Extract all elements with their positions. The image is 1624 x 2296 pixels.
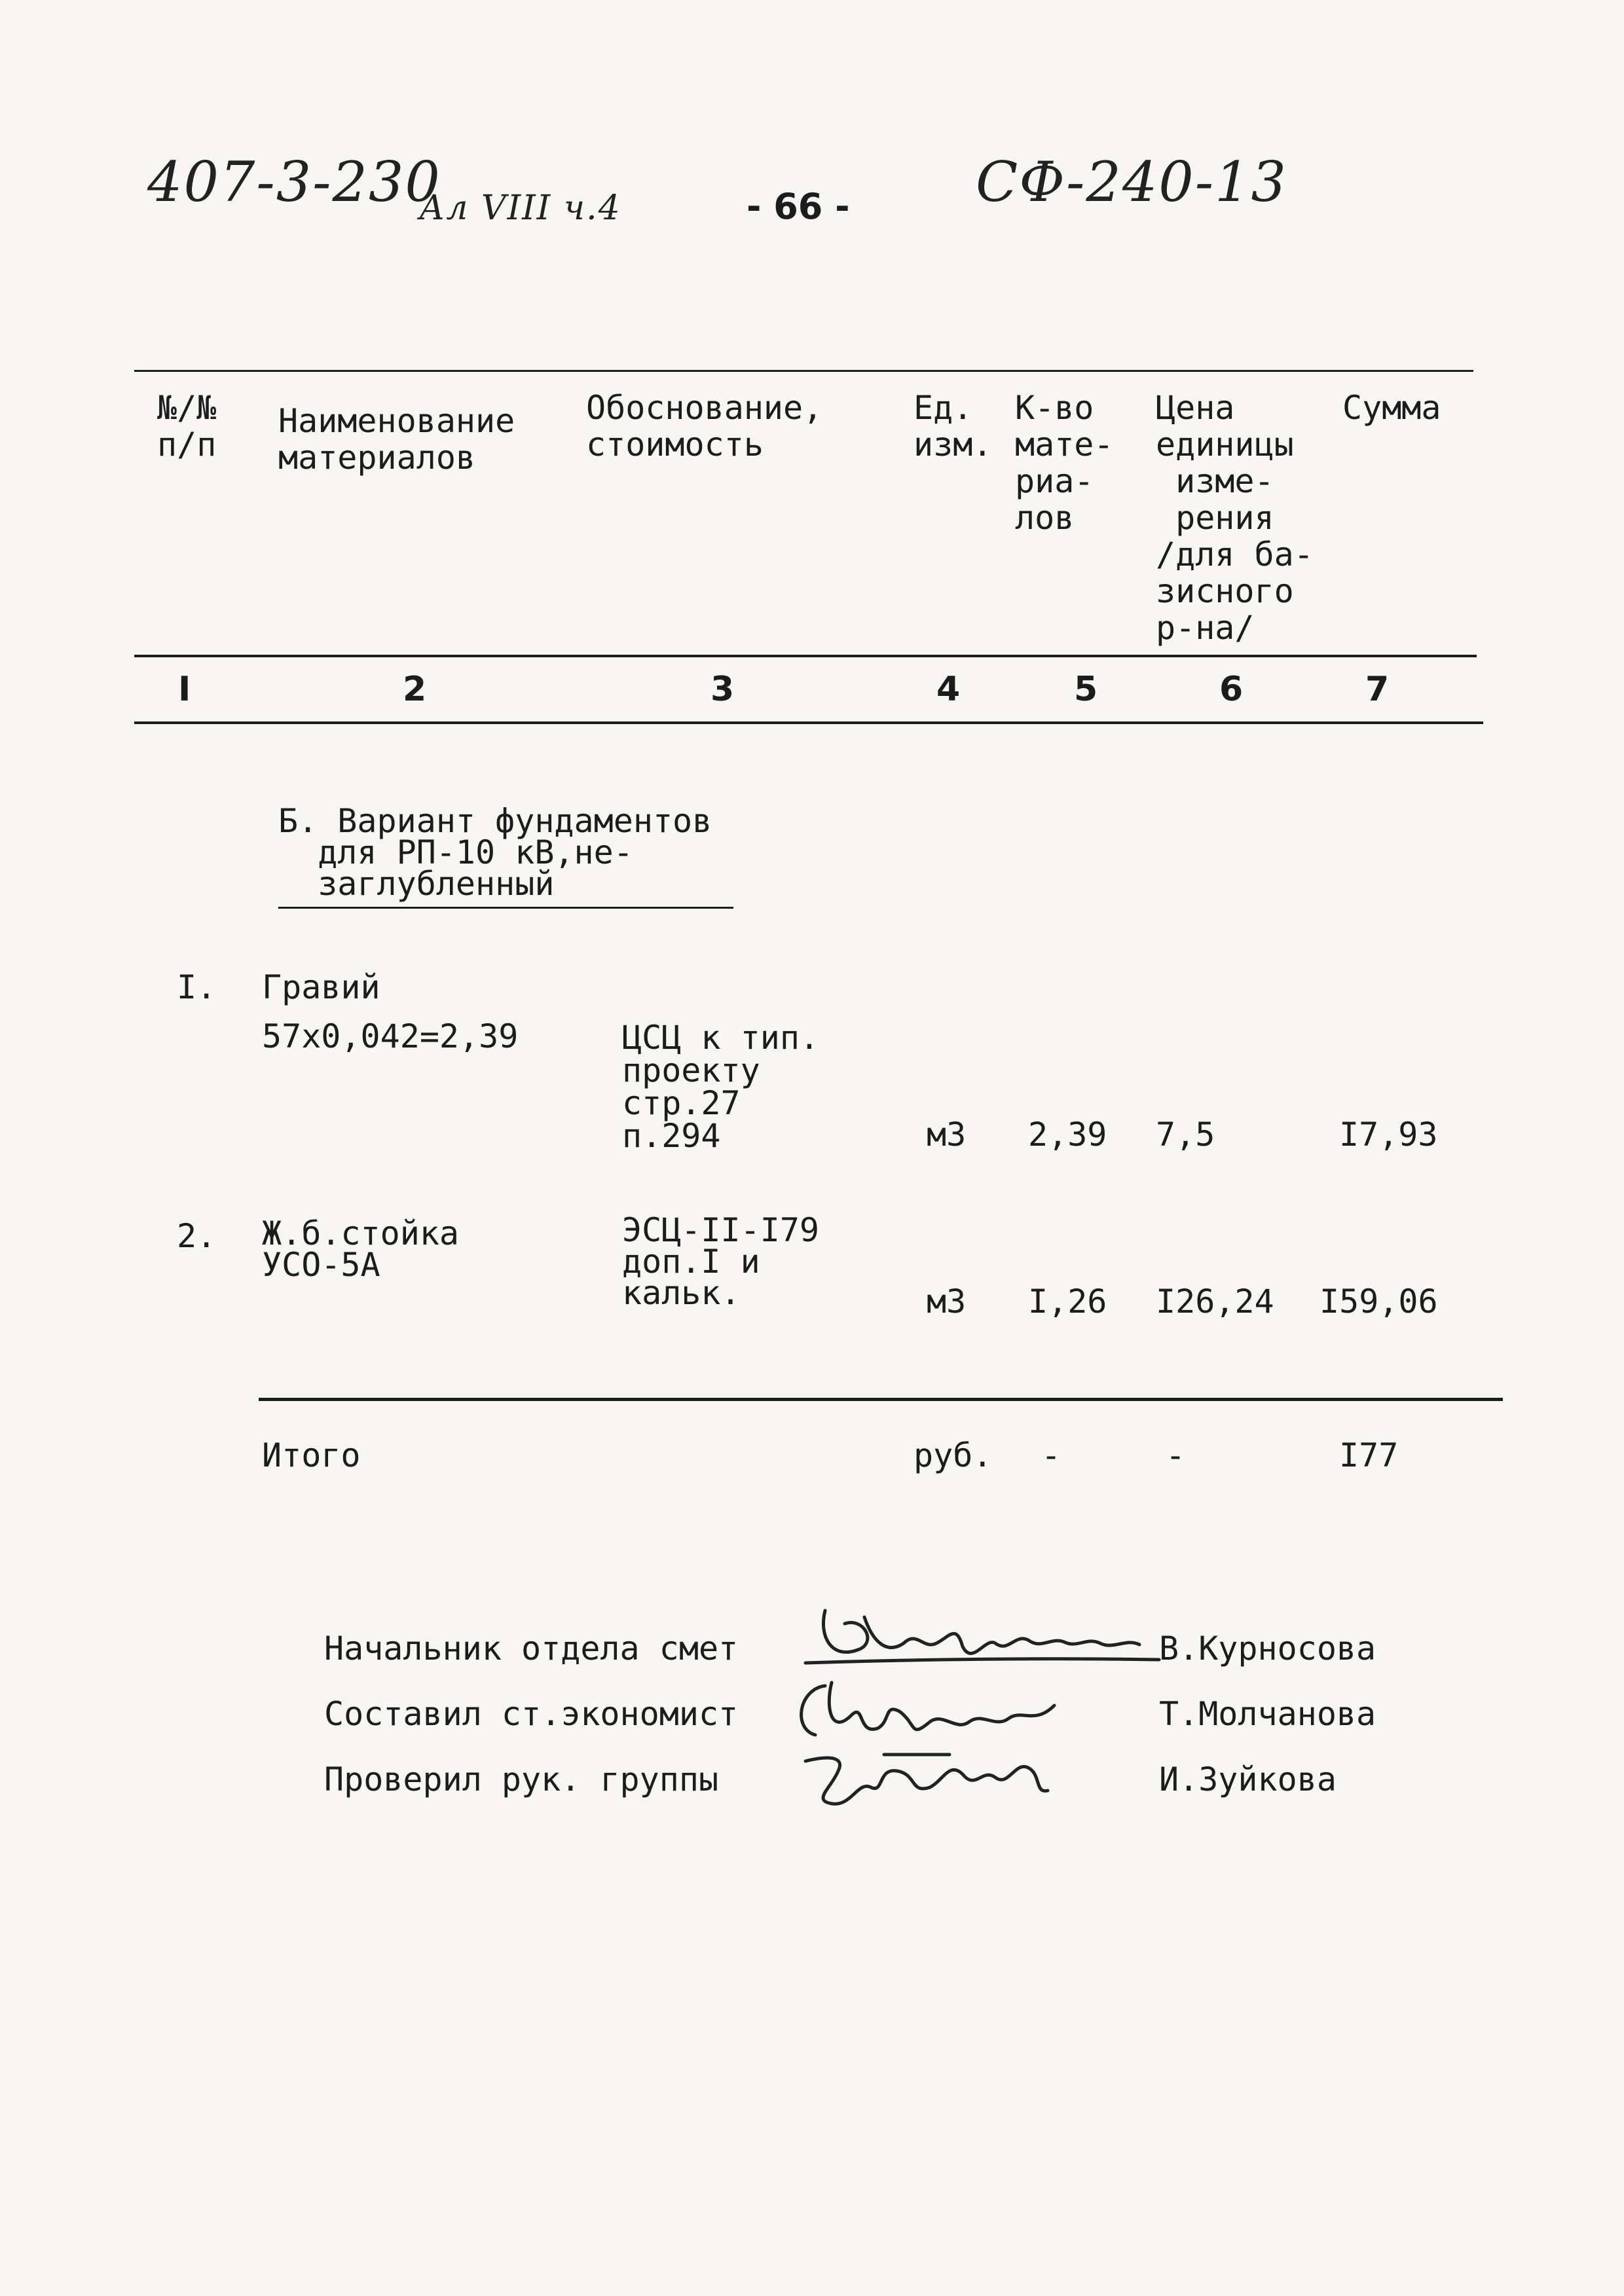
col-header-3: Обоснование, стоимость [586, 389, 823, 464]
signature-name-2: Т.Молчанова [1159, 1695, 1376, 1733]
col-number-4: 4 [936, 670, 961, 709]
row-1-qty: 2,39 [1028, 1116, 1107, 1154]
col-number-3: 3 [710, 670, 735, 709]
row-1-num: I. [177, 968, 217, 1006]
page-number: - 66 - [747, 186, 850, 227]
col-header-6: Цена единицы изме- рения /для ба- зисного р-на/ [1156, 389, 1314, 647]
header-bottom-rule [134, 655, 1477, 657]
total-top-rule [259, 1398, 1503, 1401]
row-1-name: Гравий [262, 968, 380, 1006]
row-2-unit: м3 [927, 1283, 967, 1321]
colnum-bottom-rule [134, 721, 1483, 724]
col-header-2: Наименование материалов [278, 402, 515, 477]
row-1-price: 7,5 [1156, 1116, 1215, 1154]
album-note: Ал VIII ч.4 [419, 189, 621, 228]
row-1-calc: 57х0,042=2,39 [262, 1017, 519, 1055]
col-header-7: Сумма [1342, 389, 1441, 427]
col-number-2: 2 [403, 670, 427, 709]
col-number-1: I [178, 670, 191, 709]
col-header-4: Ед. изм. [913, 389, 993, 464]
row-2-name: Ж.б.стойка УСО-5А [262, 1214, 460, 1284]
signature-name-1: В.Курносова [1159, 1630, 1376, 1667]
signature-role-2: Составил ст.экономист [324, 1695, 739, 1733]
section-title: Б. Вариант фундаментов для РП-10 кВ,не- заглубленный [278, 802, 712, 903]
row-2-basis: ЭСЦ-II-I79 доп.I и кальк. [622, 1211, 820, 1312]
row-2-price: I26,24 [1156, 1283, 1274, 1321]
doc-code: 407-3-230 [147, 150, 441, 214]
table-top-rule [134, 370, 1473, 372]
total-unit: руб. [913, 1436, 993, 1474]
signature-role-3: Проверил рук. группы [324, 1760, 719, 1798]
col-header-1: №/№ п/п [157, 389, 217, 464]
sheet-code: СФ-240-13 [976, 150, 1287, 214]
signature-2 [786, 1676, 1087, 1748]
signature-1 [805, 1597, 1159, 1676]
total-sum: I77 [1339, 1436, 1399, 1474]
col-header-5: К-во мате- риа- лов [1015, 389, 1114, 537]
row-1-unit: м3 [927, 1116, 967, 1154]
col-number-7: 7 [1365, 670, 1390, 709]
signature-role-1: Начальник отдела смет [324, 1630, 739, 1667]
total-price: - [1166, 1436, 1186, 1474]
col-number-5: 5 [1074, 670, 1098, 709]
col-number-6: 6 [1219, 670, 1244, 709]
row-2-sum: I59,06 [1320, 1283, 1438, 1321]
row-2-num: 2. [177, 1217, 217, 1255]
total-label: Итого [262, 1436, 361, 1474]
row-1-sum: I7,93 [1339, 1116, 1438, 1154]
signature-3 [799, 1741, 1074, 1820]
section-underline [278, 907, 733, 909]
row-1-basis: ЦСЦ к тип. проекту стр.27 п.294 [622, 1019, 820, 1155]
signature-name-3: И.Зуйкова [1159, 1760, 1337, 1798]
total-qty: - [1041, 1436, 1061, 1474]
row-2-qty: I,26 [1028, 1283, 1107, 1321]
